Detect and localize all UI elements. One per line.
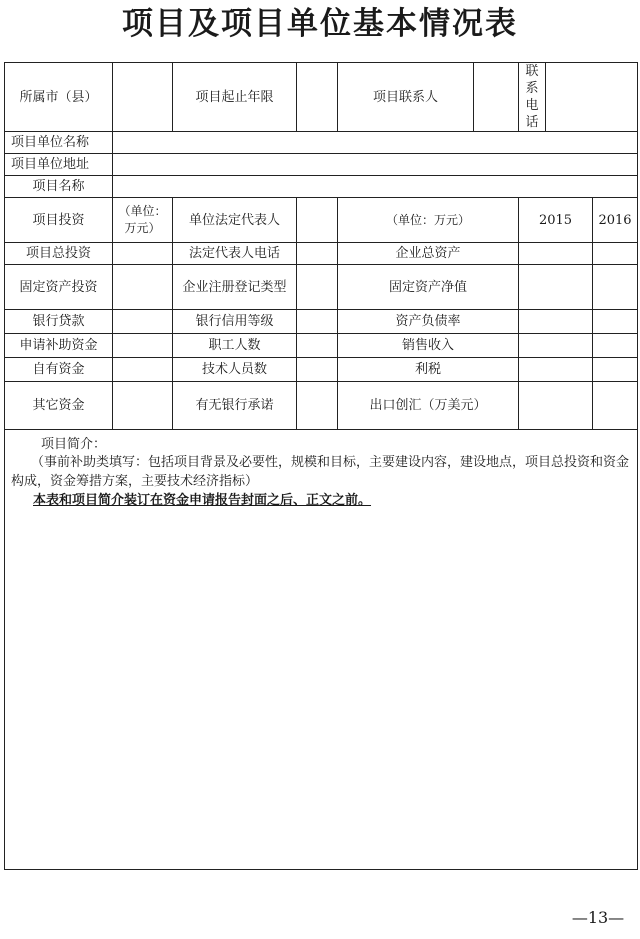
info-table xyxy=(4,62,638,870)
page-number: —13— xyxy=(571,908,625,927)
project-intro-cell[interactable] xyxy=(5,430,638,870)
project-name-label: 项目名称 xyxy=(5,176,113,198)
table-row xyxy=(5,198,638,243)
unit-address-label: 项目单位地址 xyxy=(5,154,113,176)
binding-note: 本表和项目简介装订在资金申请报告封面之后、正文之前。 xyxy=(33,493,372,508)
sales-2016-cell[interactable] xyxy=(593,334,638,358)
profit-tax-label: 利税 xyxy=(338,358,519,382)
tech-staff-label: 技术人员数 xyxy=(173,358,297,382)
table-row xyxy=(5,243,638,265)
table-row xyxy=(5,132,638,154)
export-2016-cell[interactable] xyxy=(593,382,638,430)
bank-loan-label: 银行贷款 xyxy=(5,310,113,334)
fixed-investment-value-cell[interactable] xyxy=(113,265,173,310)
bank-credit-value-cell[interactable] xyxy=(297,310,338,334)
net-fixed-assets-2016-cell[interactable] xyxy=(593,265,638,310)
contact-value-cell[interactable] xyxy=(474,63,519,132)
other-funds-label: 其它资金 xyxy=(5,382,113,430)
total-assets-2015-cell[interactable] xyxy=(519,243,593,265)
employees-label: 职工人数 xyxy=(173,334,297,358)
profit-tax-2015-cell[interactable] xyxy=(519,358,593,382)
total-assets-2016-cell[interactable] xyxy=(593,243,638,265)
profit-tax-2016-cell[interactable] xyxy=(593,358,638,382)
own-funds-value-cell[interactable] xyxy=(113,358,173,382)
total-investment-label: 项目总投资 xyxy=(5,243,113,265)
table-row xyxy=(5,265,638,310)
reg-type-label: 企业注册登记类型 xyxy=(173,265,297,310)
table-row xyxy=(5,358,638,382)
bank-loan-value-cell[interactable] xyxy=(113,310,173,334)
employees-value-cell[interactable] xyxy=(297,334,338,358)
total-assets-label: 企业总资产 xyxy=(338,243,519,265)
table-row xyxy=(5,154,638,176)
unit-address-value-cell[interactable] xyxy=(113,154,638,176)
tech-staff-value-cell[interactable] xyxy=(297,358,338,382)
unit-name-label: 项目单位名称 xyxy=(5,132,113,154)
period-value-cell[interactable] xyxy=(297,63,338,132)
unit-name-value-cell[interactable] xyxy=(113,132,638,154)
unit-wan-label: （单位：万元） xyxy=(338,198,519,243)
legal-rep-label: 单位法定代表人 xyxy=(173,198,297,243)
debt-ratio-2015-cell[interactable] xyxy=(519,310,593,334)
export-2015-cell[interactable] xyxy=(519,382,593,430)
table-row xyxy=(5,382,638,430)
investment-unit-label: （单位：万元） xyxy=(113,198,173,243)
net-fixed-assets-label: 固定资产净值 xyxy=(338,265,519,310)
project-name-value-cell[interactable] xyxy=(113,176,638,198)
subsidy-value-cell[interactable] xyxy=(113,334,173,358)
fixed-investment-label: 固定资产投资 xyxy=(5,265,113,310)
bank-guarantee-value-cell[interactable] xyxy=(297,382,338,430)
phone-value-cell[interactable] xyxy=(546,63,638,132)
sales-label: 销售收入 xyxy=(338,334,519,358)
year-2015-label: 2015 xyxy=(519,198,593,243)
table-row xyxy=(5,334,638,358)
period-label: 项目起止年限 xyxy=(173,63,297,132)
other-funds-value-cell[interactable] xyxy=(113,382,173,430)
page-title: 项目及项目单位基本情况表 xyxy=(122,6,518,42)
intro-heading: 项目简介： xyxy=(41,437,107,452)
table-row xyxy=(5,63,638,132)
phone-label: 联系电话 xyxy=(519,63,546,132)
table-row xyxy=(5,310,638,334)
intro-description: （事前补助类填写：包括项目背景及必要性，规模和目标，主要建设内容，建设地点，项目总投资和资金构成，资金筹措方案，主要技术经济指标） xyxy=(11,455,630,489)
export-label: 出口创汇（万美元） xyxy=(338,382,519,430)
bank-credit-label: 银行信用等级 xyxy=(173,310,297,334)
city-value-cell[interactable] xyxy=(113,63,173,132)
legal-rep-phone-value-cell[interactable] xyxy=(297,243,338,265)
bank-guarantee-label: 有无银行承诺 xyxy=(173,382,297,430)
own-funds-label: 自有资金 xyxy=(5,358,113,382)
total-investment-value-cell[interactable] xyxy=(113,243,173,265)
investment-label: 项目投资 xyxy=(5,198,113,243)
contact-label: 项目联系人 xyxy=(338,63,474,132)
net-fixed-assets-2015-cell[interactable] xyxy=(519,265,593,310)
sales-2015-cell[interactable] xyxy=(519,334,593,358)
table-row xyxy=(5,176,638,198)
year-2016-label: 2016 xyxy=(593,198,638,243)
legal-rep-value-cell[interactable] xyxy=(297,198,338,243)
city-label: 所属市（县） xyxy=(5,63,113,132)
reg-type-value-cell[interactable] xyxy=(297,265,338,310)
debt-ratio-2016-cell[interactable] xyxy=(593,310,638,334)
debt-ratio-label: 资产负债率 xyxy=(338,310,519,334)
table-row xyxy=(5,430,638,870)
subsidy-label: 申请补助资金 xyxy=(5,334,113,358)
legal-rep-phone-label: 法定代表人电话 xyxy=(173,243,297,265)
